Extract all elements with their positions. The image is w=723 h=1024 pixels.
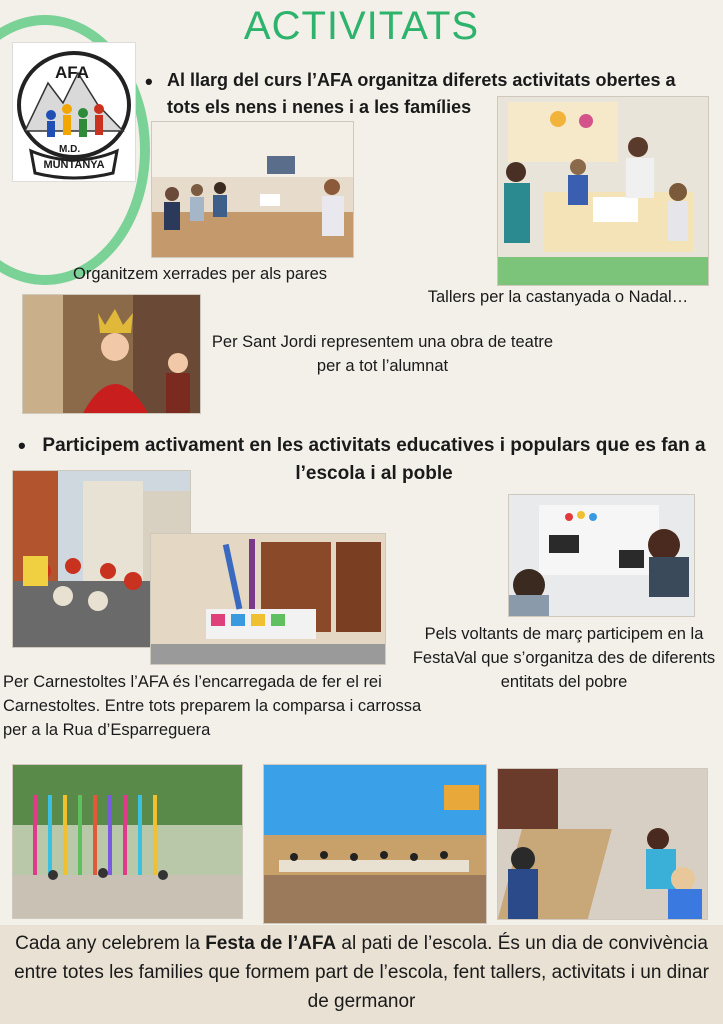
page-title: ACTIVITATS — [243, 4, 480, 48]
footer-text-bold: Festa de l’AFA — [205, 933, 337, 954]
caption-parent-talks: Organitzem xerrades per als pares — [72, 265, 328, 283]
bullet-icon: • — [18, 433, 26, 458]
logo-afa-text: AFA — [55, 63, 89, 82]
afa-logo — [12, 42, 136, 182]
section2-bullet-text: Participem activament en les activitats educatives i populars que es fan a l’escola i al poble — [42, 435, 706, 484]
caption-workshops: Tallers per la castanyada o Nadal… — [427, 288, 689, 306]
footer-text-after: al pati de l’escola. És un dia de convivència entre totes les families que formem part de l’escola, fent tallers, activitats i un dinar de germanor — [14, 933, 709, 1012]
photo-theatre — [22, 294, 201, 414]
footer-text — [14, 929, 709, 1016]
logo-md-text: M.D. — [59, 144, 81, 155]
footer-text-before: Cada any celebrem la — [15, 933, 206, 954]
caption-carnival: Per Carnestoltes l’AFA és l’encarregada de fer el rei Carnestoltes. Entre tots preparem la comparsa i carrossa per a la Rua d’Esparreguera — [3, 673, 422, 739]
photo-festa-afa-lunch — [263, 764, 487, 924]
photo-festa-afa-stage — [12, 764, 243, 919]
section1-bullet-text: Al llarg del curs l’AFA organitza diferets activitats obertes a tots els nens i nenes i a les famílies — [167, 70, 676, 117]
photo-workshops — [497, 96, 709, 286]
caption-festaval: Pels voltants de març participem en la FestaVal que s’organitza des de diferents entitats del pobre — [412, 625, 716, 691]
photo-festaval — [508, 494, 695, 617]
bullet-icon: • — [145, 69, 153, 94]
photo-festa-afa-table — [497, 768, 708, 920]
photo-carnival-float — [150, 533, 386, 665]
logo-muntanya-text: MUNTANYA — [43, 159, 105, 171]
caption-theatre: Per Sant Jordi representem una obra de teatre per a tot l’alumnat — [211, 333, 554, 375]
photo-parent-talks — [151, 121, 354, 258]
